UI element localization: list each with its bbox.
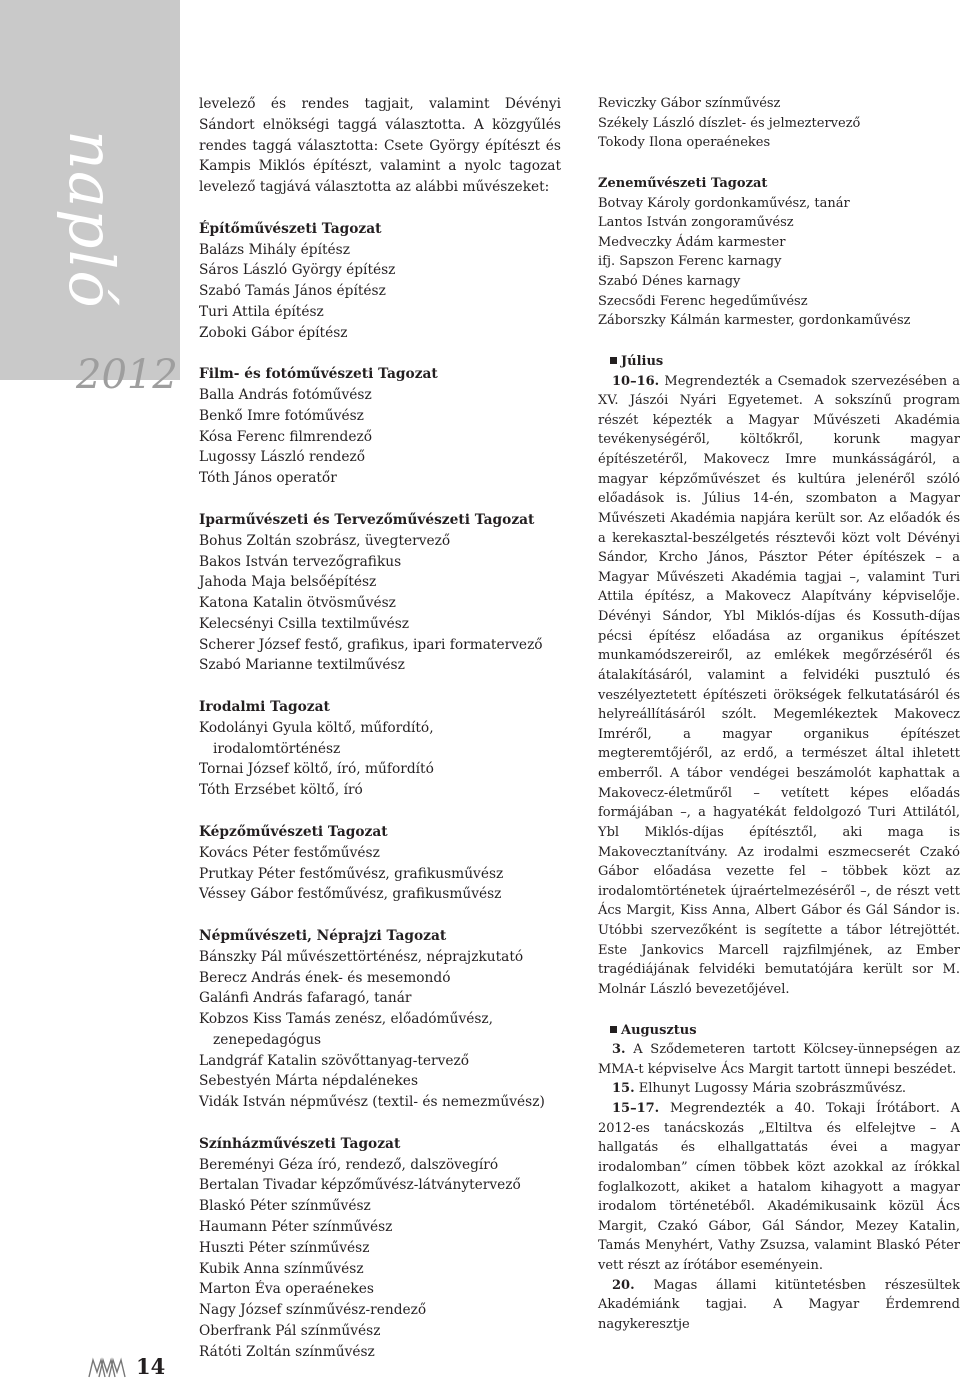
month-heading <box>598 1021 960 1041</box>
member-item: Sáros László György építész <box>199 262 396 279</box>
member-item: Blaskó Péter színművész <box>199 1198 371 1215</box>
member-item: Tokody Ilona operaénekes <box>598 135 771 151</box>
event-text: Magas állami kitüntetésben részesültek Akadémiánk tagjai. A Magyar Érdemrend nagykeresztje <box>598 1277 960 1332</box>
section-heading: Iparművészeti és Tervezőművészeti Tagozat <box>199 512 535 529</box>
member-item: Haumann Péter színművész <box>199 1218 393 1235</box>
member-item: Vidák István népművész (textil- és nemezművész) <box>199 1094 545 1111</box>
tagozat-section <box>199 510 561 676</box>
member-item: Botvay Károly gordonkaművész, tanár <box>598 195 850 211</box>
member-item: Kubik Anna színművész <box>199 1260 364 1277</box>
member-item: Oberfrank Pál színművész <box>199 1322 381 1339</box>
page-number: 14 <box>136 1354 166 1379</box>
mma-logo-icon <box>88 1357 126 1379</box>
member-item: Nagy József színművész-rendező <box>199 1302 427 1319</box>
member-item: Szabó Tamás János építész <box>199 283 386 300</box>
member-item: Zoboki Gábor építész <box>199 324 348 341</box>
section-heading: Irodalmi Tagozat <box>199 699 330 716</box>
member-item: Reviczky Gábor színművész <box>598 96 781 111</box>
member-item: Bereményi Géza író, rendező, dalszövegíró <box>199 1156 499 1173</box>
member-item: Kobzos Kiss Tamás zenész, előadóművész, <box>199 1011 494 1028</box>
square-bullet-icon <box>610 1026 617 1033</box>
member-item: Jahoda Maja belsőépítész <box>199 574 377 591</box>
event-date: 10–16. <box>612 373 660 389</box>
event-text: Megrendezték a 40. Tokaji Írótábort. A 2012-es tanácskozás „Eltiltva és elfelejtve – A hallgatás és elhallgattatás évei a magyar irodalomban” címen többek közt azokkal az írókkal foglalkozott, akiket a hatalom kihagyott a magyar irodalom történetéből. Akadémikusaink közül Ács Margit, Czakó Gábor, Gál Sándor, Mezey Katalin, Tamás Menyhért, Vathy Zsuzsa, valamint Blaskó Péter vett részt az írótábor eseményein. <box>598 1101 960 1273</box>
event-paragraph <box>598 372 960 1000</box>
member-item: Székely László díszlet- és jelmeztervező <box>598 115 861 131</box>
section-heading: Építőművészeti Tagozat <box>199 220 382 237</box>
july-section <box>598 352 960 1000</box>
sidebar-year: 2012 <box>76 352 178 398</box>
tagozat-section <box>199 697 561 801</box>
tagozat-section <box>199 1134 561 1362</box>
member-item: Kodolányi Gyula költő, műfordító, <box>199 719 434 736</box>
music-section <box>598 174 960 331</box>
event-list <box>598 372 960 1000</box>
event-list <box>598 1040 960 1334</box>
right-column <box>598 94 960 1335</box>
section-heading: Színházművészeti Tagozat <box>199 1135 401 1152</box>
member-item: Záborszky Kálmán karmester, gordonkaművész <box>598 313 911 329</box>
event-date: 20. <box>612 1277 635 1293</box>
sidebar <box>0 0 180 1386</box>
member-item: Bánszky Pál művészettörténész, néprajzkutató <box>199 948 524 965</box>
member-item: Kelecsényi Csilla textilművész <box>199 615 410 632</box>
square-bullet-icon <box>610 357 617 364</box>
member-item: Medveczky Ádám karmester <box>598 234 786 250</box>
member-item: ifj. Sapszon Ferenc karnagy <box>598 254 782 270</box>
event-paragraph <box>598 1040 960 1079</box>
sidebar-word: napló <box>55 130 128 309</box>
tagozat-section <box>199 364 561 489</box>
member-item: Landgráf Katalin szövőttanyag-tervező <box>199 1052 470 1069</box>
section-heading: Zeneművészeti Tagozat <box>598 175 768 191</box>
intro-paragraph: levelező és rendes tagjait, valamint Dévényi Sándort elnökségi taggá választotta. A közgyűlés rendes taggá választotta: Csete György építészt és Kampis Miklós építészt, valamint a nyolc tagozat levelező tagjává választotta az alábbi művészeket: <box>199 96 561 196</box>
member-item: Szecsődi Ferenc hegedűművész <box>598 293 808 309</box>
member-item: Berecz András ének- és mesemondó <box>199 969 451 986</box>
member-item: Katona Katalin ötvösművész <box>199 595 396 612</box>
event-text: Megrendezték a Csemadok szervezésében a XV. Jászói Nyári Egyetemet. A sokszínű program részét képezték a Magyar Művészeti Akadémia tevékenységéről, költőkről, korunk magyar építészetéről, Makovecz Imre munkásságáról, a magyar képzőművészet és kultúra jelenéről szóló előadások is. Július 14-én, szombaton a Magyar Művészeti Akadémia napjára került sor. Az előadók és a kerekasztal-beszélgetés résztevői közt volt Dévényi Sándor, Krcho János, Pásztor Péter építészek – a Magyar Művészeti Akadémia tagjai –, valamint Turi Attila építész, a Makovecz Alapítvány képviselője. Dévényi Sándor, Ybl Miklós-díjas és Kossuth-díjas pécsi építész előadása az organikus építészet munkamódszereiről, az emlékek megőrzéséről és átalakításáról, valamint a felvidéki pusztuló és veszélyeztetett építészeti örökségek felkutatásáról és helyreállításáról szólt. Megemlékeztek Makovecz Imréről, a magyar organikus építészet megteremtőjéről, az erdő, a természet által ihletett emberről. A tábor vendégei beszámolót kaphattak a Makovecz-életműről – vetített képes előadás formájában –, a hagyatékát feldolgozó Turi Attilától, Ybl Miklós-díjas építésztől, aki maga is Makovecztanítvány. Az irodalmi eszmecserét Czakó Gábor előadása vezette fel – többek közt az irodalomtörténetek újraértelmezéséről –, de részt vett Ács Margit, Kiss Anna, Albert Gábor és Gál Sándor is. Utóbbi szervezőként is segítette a tábor létrejöttét. Este Jankovics Marcell rajzfilmjének, az Ember tragédiájának felvidéki bemutatójára került sor M. Molnár László bevezetőjével. <box>598 373 960 997</box>
section-heading: Film- és fotóművészeti Tagozat <box>199 366 438 383</box>
member-item: zenepedagógus <box>213 1031 322 1048</box>
event-paragraph <box>598 1079 960 1099</box>
member-item: Tóth János operatőr <box>199 470 337 487</box>
member-item: Szabó Marianne textilművész <box>199 657 405 674</box>
tagozat-section <box>199 822 561 905</box>
theatre-continued-list <box>598 94 960 153</box>
left-column <box>199 94 561 1362</box>
member-item: Sebestyén Márta népdalénekes <box>199 1073 418 1090</box>
month-label: Augusztus <box>621 1022 697 1038</box>
member-list <box>598 194 960 331</box>
member-item: Balla András fotóművész <box>199 387 372 404</box>
member-item: Bakos István tervezőgrafikus <box>199 553 402 570</box>
member-item: Lantos István zongoraművész <box>598 215 794 231</box>
month-heading <box>598 352 960 372</box>
member-item: Bohus Zoltán szobrász, üvegtervező <box>199 532 451 549</box>
member-item: Galánfi András fafaragó, tanár <box>199 990 412 1007</box>
member-item: Huszti Péter színművész <box>199 1239 370 1256</box>
member-item: Marton Éva operaénekes <box>199 1281 374 1298</box>
member-item: Kósa Ferenc filmrendező <box>199 428 373 445</box>
member-item: Kovács Péter festőművész <box>199 844 380 861</box>
section-list <box>199 219 561 1363</box>
member-item: Prutkay Péter festőművész, grafikusművész <box>199 865 504 882</box>
member-item: Scherer József festő, grafikus, ipari formatervező <box>199 636 543 653</box>
section-heading: Népművészeti, Néprajzi Tagozat <box>199 928 447 945</box>
member-item: irodalomtörténész <box>213 740 341 757</box>
member-item: Szabó Dénes karnagy <box>598 274 741 289</box>
member-item: Véssey Gábor festőművész, grafikusművész <box>199 886 502 903</box>
event-date: 15. <box>612 1081 635 1097</box>
member-item: Balázs Mihály építész <box>199 241 350 258</box>
event-text: Elhunyt Lugossy Mária szobrászművész. <box>638 1081 907 1097</box>
member-item: Bertalan Tivadar képzőművész-látványtervező <box>199 1177 521 1194</box>
august-section <box>598 1021 960 1335</box>
member-item: Benkő Imre fotóművész <box>199 407 364 424</box>
event-paragraph <box>598 1276 960 1335</box>
member-item: Lugossy László rendező <box>199 449 366 466</box>
member-item: Rátóti Zoltán színművész <box>199 1343 375 1360</box>
section-heading: Képzőművészeti Tagozat <box>199 823 388 840</box>
member-item: Turi Attila építész <box>199 303 324 320</box>
event-date: 15–17. <box>612 1101 660 1116</box>
event-text: A Sződemeteren tartott Kölcsey-ünnepségen az MMA-t képviselve Ács Margit tartott ünnepi beszédet. <box>598 1042 960 1077</box>
member-item: Tóth Erzsébet költő, író <box>199 782 363 799</box>
event-date: 3. <box>612 1042 626 1058</box>
member-item: Tornai József költő, író, műfordító <box>199 761 434 778</box>
tagozat-section <box>199 219 561 344</box>
month-label: Július <box>621 353 664 369</box>
event-paragraph <box>598 1099 960 1276</box>
tagozat-section <box>199 926 561 1113</box>
